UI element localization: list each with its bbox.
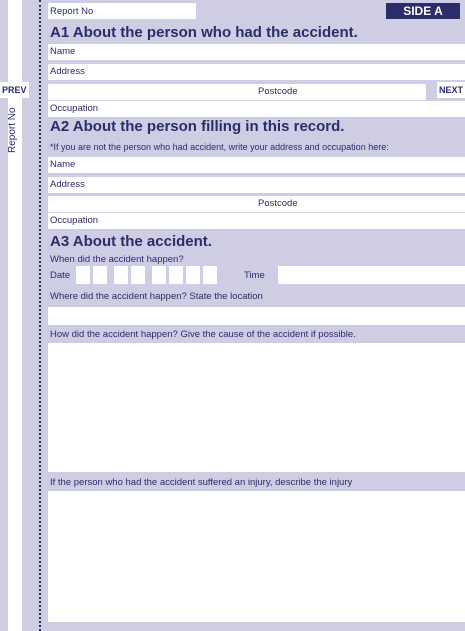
a2-occupation-label: Occupation [50,215,99,226]
how-label: How did the accident happen? Give the cause of the accident if possible. [50,329,356,340]
perforation-line [39,0,41,631]
a2-occupation-field[interactable] [48,213,465,229]
time-label: Time [244,270,265,281]
date-digit-box[interactable] [76,266,90,284]
date-digit-box[interactable] [203,266,217,284]
margin-panel-bottom [8,98,22,631]
date-digit-box[interactable] [114,266,128,284]
margin-panel-top [8,0,22,82]
date-digit-box[interactable] [152,266,166,284]
date-digit-box[interactable] [169,266,183,284]
how-textarea[interactable] [48,343,465,472]
margin-report-no-label: Report No [7,107,18,153]
a1-postcode-label: Postcode [258,86,298,97]
a2-postcode-label: Postcode [258,198,298,209]
a1-address-label: Address [50,66,85,77]
date-digit-box[interactable] [131,266,145,284]
injury-label: If the person who had the accident suffered an injury, describe the injury [50,477,353,488]
report-no-field[interactable] [48,3,196,19]
section-a1-heading: A1 About the person who had the accident. [50,24,358,41]
date-digit-box[interactable] [186,266,200,284]
side-badge: SIDE A [386,3,460,19]
report-no-label: Report No [50,6,94,17]
a1-address-line2-field[interactable] [48,84,426,100]
section-a2-heading: A2 About the person filling in this record. [50,118,345,135]
a2-address-field[interactable] [48,177,465,193]
a1-name-field[interactable] [48,44,465,60]
a1-address-field[interactable] [48,64,465,80]
time-field[interactable] [278,266,465,284]
a1-name-label: Name [50,46,76,57]
when-label: When did the accident happen? [50,254,184,265]
a1-occupation-field[interactable] [48,101,465,117]
injury-textarea[interactable] [48,491,465,622]
section-a3-heading: A3 About the accident. [50,233,212,250]
location-field[interactable] [48,307,465,325]
a2-name-field[interactable] [48,157,465,173]
date-label: Date [50,270,71,281]
a2-name-label: Name [50,159,76,170]
where-label: Where did the accident happen? State the location [50,291,263,302]
a2-address-line2-field[interactable] [48,196,465,212]
accident-record-form [48,0,465,631]
a2-address-label: Address [50,179,85,190]
prev-button[interactable]: PREV [0,82,29,98]
next-button[interactable]: NEXT [437,82,465,98]
date-digit-box[interactable] [93,266,107,284]
a1-occupation-label: Occupation [50,103,99,114]
a2-note: *If you are not the person who had accident, write your address and occupation here: [50,142,389,152]
